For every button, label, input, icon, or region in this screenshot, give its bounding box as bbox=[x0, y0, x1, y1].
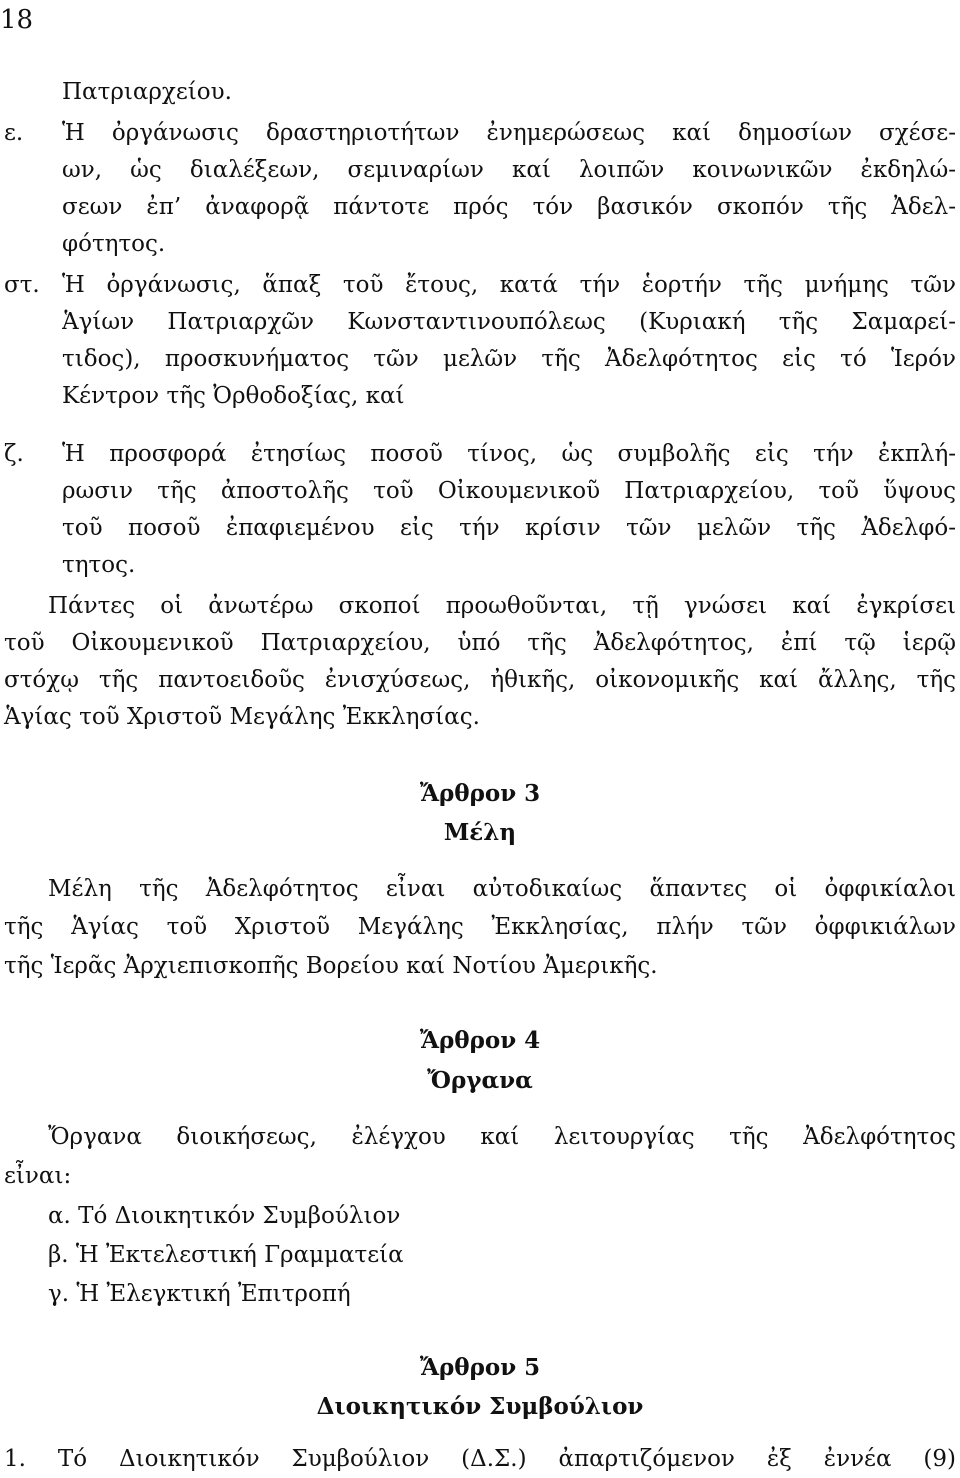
article-4-subtitle: Ὄργανα bbox=[427, 1067, 533, 1094]
page-number: 18 bbox=[0, 5, 34, 35]
item-st-line: Ἁγίων Πατριαρχῶν Κωνσταντινουπόλεως (Κυριακή τῆς Σαμαρεί- bbox=[62, 309, 956, 335]
article-4-list-item: α. Τό Διοικητικόν Συμβούλιον bbox=[48, 1203, 401, 1229]
article-3-subtitle: Μέλη bbox=[443, 819, 517, 846]
article-5-line: 1. Τό Διοικητικόν Συμβούλιον (Δ.Σ.) ἀπαρτιζόμενον ἐξ ἐννέα (9) bbox=[4, 1446, 956, 1472]
article-4-list-item: β. Ἡ Ἐκτελεστική Γραμματεία bbox=[48, 1242, 404, 1268]
closing-paragraph-line: στόχῳ τῆς παντοειδοῦς ἐνισχύσεως, ἠθικῆς, οἰκονομικῆς καί ἄλλης, τῆς bbox=[4, 667, 956, 693]
article-4-title: Ἄρθρον 4 bbox=[419, 1027, 541, 1054]
article-5-title: Ἄρθρον 5 bbox=[419, 1354, 541, 1381]
item-label-e: ε. bbox=[4, 120, 24, 146]
item-z-line: Ἡ προσφορά ἐτησίως ποσοῦ τίνος, ὡς συμβολῆς εἰς τήν ἐκπλή- bbox=[62, 441, 956, 467]
article-5-subtitle: Διοικητικόν Συμβούλιον bbox=[316, 1393, 644, 1420]
item-st-line: Κέντρον τῆς Ὀρθοδοξίας, καί bbox=[62, 383, 405, 409]
continuation-line: Πατριαρχείου. bbox=[62, 79, 232, 105]
item-label-st: στ. bbox=[4, 272, 40, 298]
item-st-line: Ἡ ὀργάνωσις, ἅπαξ τοῦ ἔτους, κατά τήν ἑορτήν τῆς μνήμης τῶν bbox=[62, 272, 956, 298]
item-e-line: σεων ἐπ’ ἀναφορᾷ πάντοτε πρός τόν βασικόν σκοπόν τῆς Ἀδελ- bbox=[62, 194, 956, 220]
article-4-line: εἶναι: bbox=[4, 1163, 72, 1189]
article-3-title: Ἄρθρον 3 bbox=[419, 780, 541, 807]
closing-paragraph-line: Ἁγίας τοῦ Χριστοῦ Μεγάλης Ἐκκλησίας. bbox=[4, 704, 480, 730]
article-4-line: Ὄργανα διοικήσεως, ἐλέγχου καί λειτουργίας τῆς Ἀδελφότητος bbox=[48, 1124, 956, 1150]
article-3-line: τῆς Ἱερᾶς Ἀρχιεπισκοπῆς Βορείου καί Νοτίου Ἀμερικῆς. bbox=[4, 953, 658, 979]
item-label-z: ζ. bbox=[4, 441, 24, 467]
item-e-line: ων, ὡς διαλέξεων, σεμιναρίων καί λοιπῶν κοινωνικῶν ἐκδηλώ- bbox=[62, 157, 956, 183]
closing-paragraph-line: Πάντες οἱ ἀνωτέρω σκοποί προωθοῦνται, τῇ γνώσει καί ἐγκρίσει bbox=[48, 593, 956, 619]
item-st-line: τιδος), προσκυνήματος τῶν μελῶν τῆς Ἀδελφότητος εἰς τό Ἱερόν bbox=[62, 346, 956, 372]
closing-paragraph-line: τοῦ Οἰκουμενικοῦ Πατριαρχείου, ὑπό τῆς Ἀδελφότητος, ἐπί τῷ ἱερῷ bbox=[4, 630, 956, 656]
item-e-line: φότητος. bbox=[62, 231, 166, 257]
article-3-line: Μέλη τῆς Ἀδελφότητος εἶναι αὐτοδικαίως ἅπαντες οἱ ὀφφικίαλοι bbox=[48, 876, 956, 902]
item-z-line: τοῦ ποσοῦ ἐπαφιεμένου εἰς τήν κρίσιν τῶν μελῶν τῆς Ἀδελφό- bbox=[62, 515, 956, 541]
article-3-line: τῆς Ἁγίας τοῦ Χριστοῦ Μεγάλης Ἐκκλησίας, πλήν τῶν ὀφφικιάλων bbox=[4, 914, 956, 940]
article-4-list-item: γ. Ἡ Ἐλεγκτική Ἐπιτροπή bbox=[48, 1281, 351, 1307]
item-z-line: τητος. bbox=[62, 552, 136, 578]
item-e-line: Ἡ ὀργάνωσις δραστηριοτήτων ἐνημερώσεως καί δημοσίων σχέσε- bbox=[62, 120, 956, 146]
item-z-line: ρωσιν τῆς ἀποστολῆς τοῦ Οἰκουμενικοῦ Πατριαρχείου, τοῦ ὕψους bbox=[62, 478, 956, 504]
